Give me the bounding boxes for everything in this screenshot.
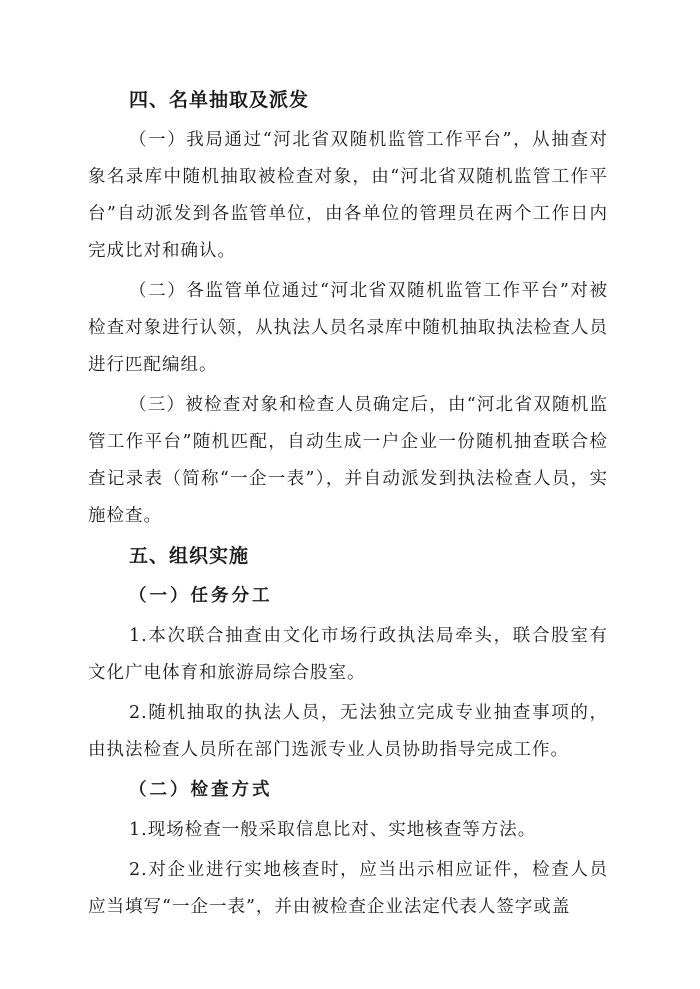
section-5-2-paragraph-1: 1.现场检查一般采取信息比对、实地核查等方法。 bbox=[129, 820, 537, 840]
document-body bbox=[88, 82, 608, 926]
section-5-subheading-1: （一）任务分工 bbox=[129, 586, 273, 606]
section-5-subheading-2: （二）检查方式 bbox=[129, 780, 273, 800]
section-4-paragraph-3: （三）被检查对象和检查人员确定后，由“河北省双随机监管工作平台”随机匹配，自动生成一户企业一份随机抽查联合检查记录表（简称“一企一表”），并自动派发到执法检查人员，实施检查。 bbox=[88, 395, 608, 526]
section-4-paragraph-1: （一）我局通过“河北省双随机监管工作平台”，从抽查对象名录库中随机抽取被检查对象，由“河北省双随机监管工作平台”自动派发到各监管单位，由各单位的管理员在两个工作日内完成比对和确认。 bbox=[88, 130, 608, 261]
section-4-heading: 四、名单抽取及派发 bbox=[129, 89, 310, 111]
section-5-1-paragraph-2: 2.随机抽取的执法人员，无法独立完成专业抽查事项的，由执法检查人员所在部门选派专业人员协助指导完成工作。 bbox=[88, 703, 608, 760]
section-5-2-paragraph-2: 2.对企业进行实地核查时，应当出示相应证件，检查人员应当填写“一企一表”，并由被检查企业法定代表人签字或盖 bbox=[88, 860, 608, 917]
section-5-heading: 五、组织实施 bbox=[129, 545, 250, 567]
section-4-paragraph-2: （二）各监管单位通过“河北省双随机监管工作平台”对被检查对象进行认领，从执法人员名录库中随机抽取执法检查人员进行匹配编组。 bbox=[88, 281, 608, 375]
section-5-1-paragraph-1: 1.本次联合抽查由文化市场行政执法局牵头，联合股室有文化广电体育和旅游局综合股室。 bbox=[88, 626, 608, 683]
